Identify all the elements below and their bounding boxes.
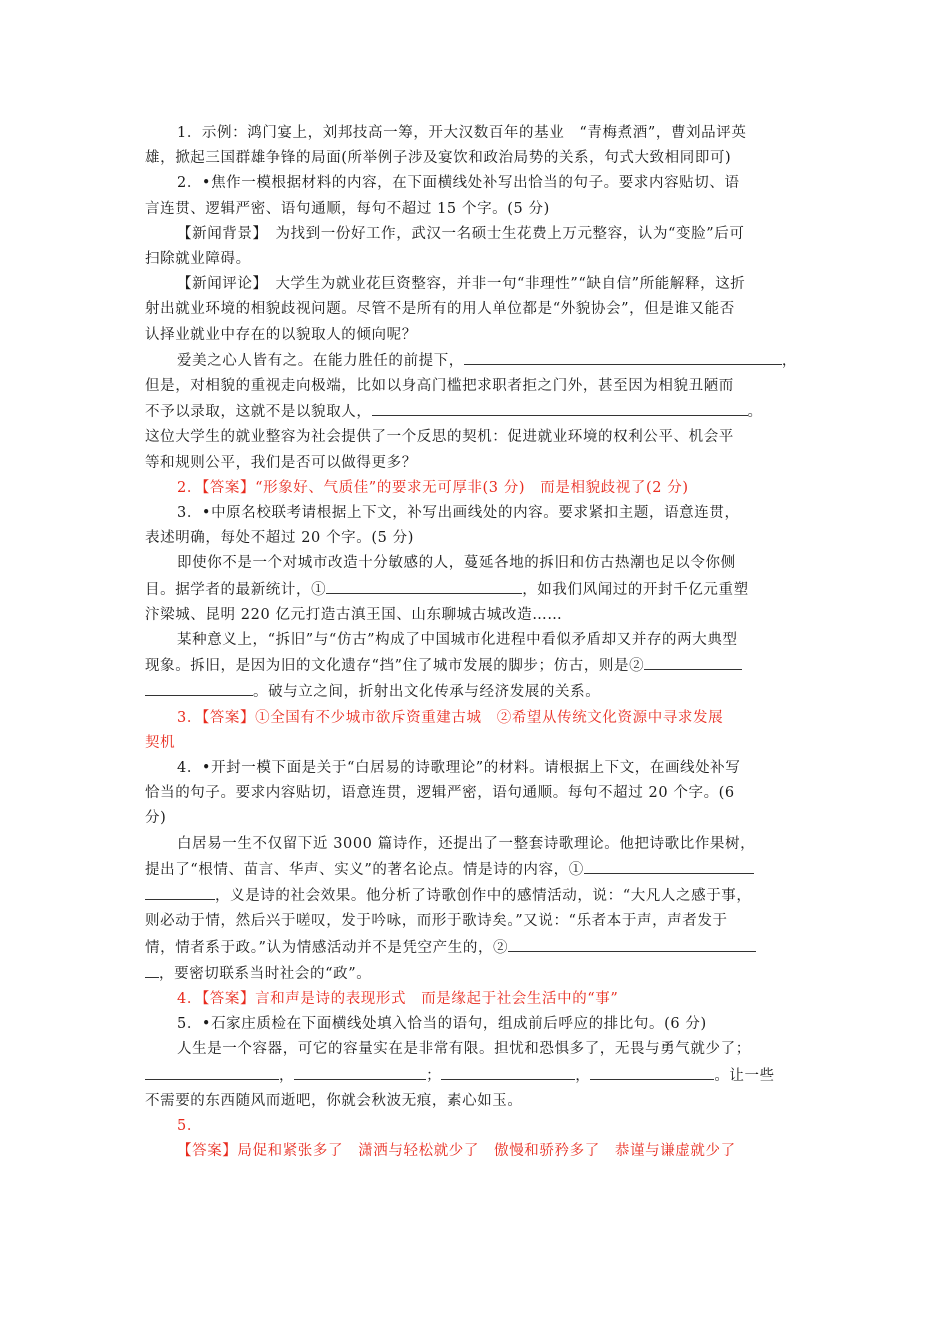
q2-text-line2: 但是，对相貌的重视走向极端，比如以身高门槛把求职者拒之门外，甚至因为相貌丑陋而 <box>145 378 734 395</box>
q5-blank-3[interactable] <box>441 1063 575 1080</box>
q1-line1: 1．示例：鸿门宴上，刘邦技高一筹，开大汉数百年的基业 “青梅煮酒”，曹刘品评英 <box>177 125 747 141</box>
q5-text-line2: ， ； ， 。让一些 <box>145 1063 810 1089</box>
q4-prompt-line2: 恰当的句子。要求内容贴切，语意连贯，逻辑严密，语句通顺。每句不超过 20 个字。(6 <box>145 785 735 802</box>
q4-prompt-line3: 分) <box>145 810 167 827</box>
q5-answer: 【答案】局促和紧张多了 潇洒与轻松就少了 傲慢和骄矜多了 恭谨与谦虚就少了 <box>177 1143 736 1160</box>
answer-label: 【答案】 <box>177 1143 238 1160</box>
q4-blank-2a[interactable] <box>508 935 756 952</box>
q2-news-comment-line2: 射出就业环境的相貌歧视问题。尽管不是所有的用人单位都是“外貌协会”，但是谁又能否 <box>145 301 735 318</box>
q4-answer: 4．【答案】言和声是诗的表现形式 而是缘起于社会生活中的“事” <box>177 990 619 1007</box>
q4-text-line2: 提出了“根情、苗言、华声、实义”的著名论点。情是诗的内容，① <box>145 857 810 883</box>
q4-text-line1: 白居易一生不仅留下近 3000 篇诗作，还提出了一整套诗歌理论。他把诗歌比作果树， <box>177 835 756 852</box>
q2-blank-2[interactable] <box>372 399 748 416</box>
q3-text-line6: 。破与立之间，折射出文化传承与经济发展的关系。 <box>145 679 810 705</box>
q2-text-line5: 等和规则公平，我们是否可以做得更多？ <box>145 454 417 471</box>
q2-prompt-line1: 2．•焦作一模根据材料的内容，在下面横线处补写出恰当的句子。要求内容贴切、语 <box>177 175 740 192</box>
q5-blank-1[interactable] <box>145 1063 279 1080</box>
document-page <box>145 121 810 1164</box>
q5-blank-4[interactable] <box>590 1063 714 1080</box>
q1-line2: 雄，掀起三国群雄争锋的局面(所举例子涉及宴饮和政治局势的关系，句式大致相同即可) <box>145 150 732 167</box>
q3-answer-line2: 契机 <box>145 734 176 751</box>
q2-news-comment-line1: 【新闻评论】 大学生为就业花巨资整容，并非一句“非理性”“缺自信”所能解释，这折 <box>177 276 746 293</box>
q5-prompt: 5．•石家庄质检在下面横线处填入恰当的语句，组成前后呼应的排比句。(6 分) <box>177 1016 707 1033</box>
q2-blank-1[interactable] <box>464 348 782 365</box>
q2-text-line4: 这位大学生的就业整容为社会提供了一个反思的契机：促进就业环境的权利公平、机会平 <box>145 429 734 446</box>
q4-text-line6: ，要密切联系当时社会的“政”。 <box>145 961 810 987</box>
q3-text-line2: 目。据学者的最新统计，① ，如我们风闻过的开封千亿元重塑 <box>145 577 810 603</box>
q3-blank-2b[interactable] <box>145 679 253 696</box>
q3-prompt-line2: 表述明确，每处不超过 20 个字。(5 分) <box>145 530 415 547</box>
q4-prompt-line1: 4．•开封一模下面是关于“白居易的诗歌理论”的材料。请根据上下文，在画线处补写 <box>177 760 741 777</box>
q5-answer-number: 5． <box>177 1117 202 1134</box>
answer-label: 【答案】 <box>201 990 256 1007</box>
q3-prompt-line1: 3．•中原名校联考请根据上下文，补写出画线处的内容。要求紧扣主题，语意连贯， <box>177 505 740 522</box>
q4-text-line5: 情，情者系于政。”认为情感活动并不是凭空产生的，② <box>145 935 810 961</box>
q3-text-line1: 即使你不是一个对城市改造十分敏感的人，蔓延各地的拆旧和仿古热潮也足以令你侧 <box>177 555 736 572</box>
q5-text-line1: 人生是一个容器，可它的容量实在是非常有限。担忧和恐惧多了，无畏与勇气就少了； <box>177 1041 751 1058</box>
q4-text-line4: 则必动于情，然后兴于嗟叹，发于吟咏，而形于歌诗矣。”又说：“乐者本于声，声者发于 <box>145 913 728 930</box>
q5-text-line3: 不需要的东西随风而逝吧，你就会秋波无痕，素心如玉。 <box>145 1092 523 1109</box>
q3-blank-1[interactable] <box>326 577 522 594</box>
q3-text-line3: 汴梁城、昆明 220 亿元打造古滇王国、山东聊城古城改造…… <box>145 606 563 623</box>
q2-news-comment-line3: 认择业就业中存在的以貌取人的倾向呢？ <box>145 326 417 343</box>
q3-text-line4: 某种意义上，“拆旧”与“仿古”构成了中国城市化进程中看似矛盾却又并存的两大典型 <box>177 632 738 649</box>
q4-blank-2b[interactable] <box>145 961 159 978</box>
q2-prompt-line2: 言连贯、逻辑严密、语句通顺，每句不超过 15 个字。(5 分) <box>145 200 550 217</box>
q3-text-line5: 现象。拆旧，是因为旧的文化遗存“挡”住了城市发展的脚步；仿古，则是② <box>145 653 810 679</box>
q2-news-background-line2: 扫除就业障碍。 <box>145 251 251 268</box>
q3-answer-line1: 3．【答案】①全国有不少城市欲斥资重建古城 ②希望从传统文化资源中寻求发展 <box>177 709 724 726</box>
q2-text-line3: 不予以录取，这就不是以貌取人， 。 <box>145 399 810 425</box>
q5-blank-2[interactable] <box>294 1063 426 1080</box>
q2-news-background-line1: 【新闻背景】 为找到一份好工作，武汉一名硕士生花费上万元整容，认为“变脸”后可 <box>177 225 745 242</box>
answer-label: 【答案】 <box>201 709 256 726</box>
q3-blank-2a[interactable] <box>644 653 742 670</box>
q4-blank-1a[interactable] <box>584 857 754 874</box>
q4-text-line3: ，义是诗的社会效果。他分析了诗歌创作中的感情活动，说：“大凡人之感于事， <box>145 883 810 909</box>
q4-blank-1b[interactable] <box>145 883 215 900</box>
answer-label: 【答案】 <box>201 479 256 496</box>
q2-answer: 2．【答案】“形象好、气质佳”的要求无可厚非(3 分) 而是相貌歧视了(2 分) <box>177 479 689 496</box>
q2-text-line1: 爱美之心人皆有之。在能力胜任的前提下， ， <box>145 348 810 374</box>
